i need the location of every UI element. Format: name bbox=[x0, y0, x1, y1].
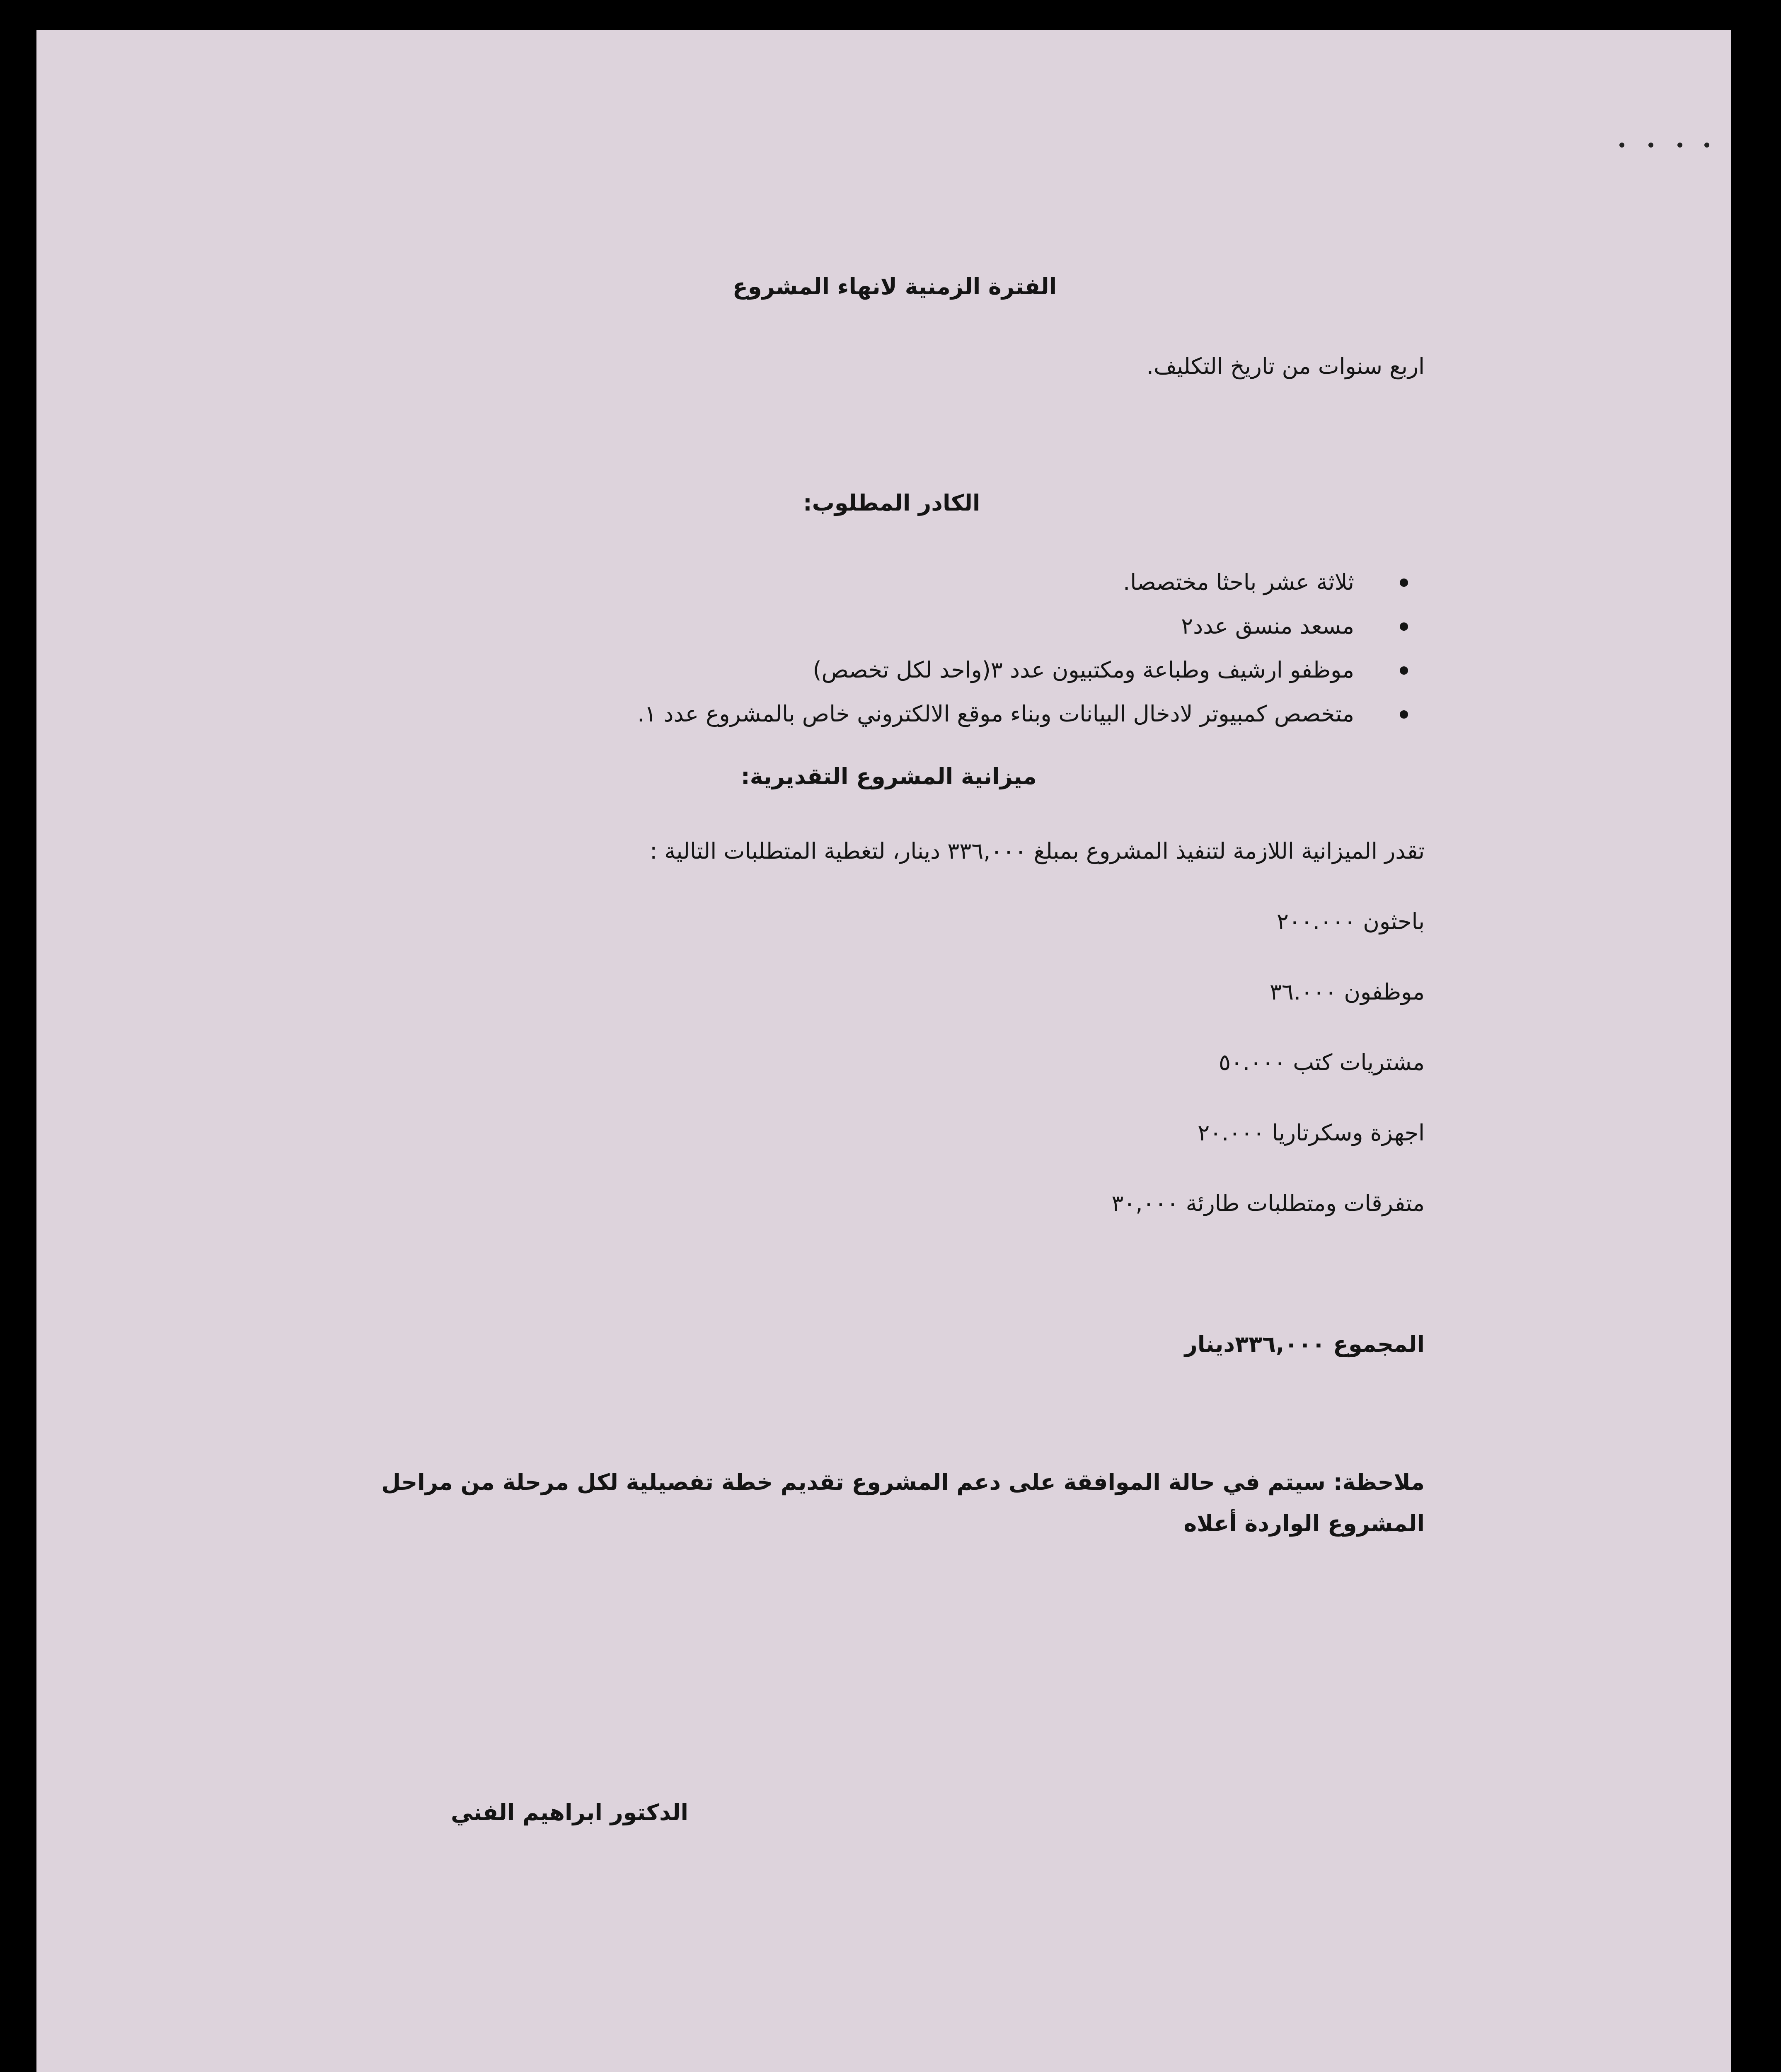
timeline-text: اربع سنوات من تاريخ التكليف. bbox=[1146, 353, 1425, 379]
budget-heading: ميزانية المشروع التقديرية: bbox=[741, 763, 1037, 789]
document-page bbox=[36, 30, 1731, 2072]
staff-item: موظفو ارشيف وطباعة ومكتبيون عدد ٣(واحد لكل تخصص) bbox=[637, 648, 1408, 692]
mark-dot bbox=[1704, 143, 1709, 148]
page-number-mark bbox=[1619, 141, 1727, 151]
budget-item-books: مشتريات كتب ٥٠.٠٠٠ bbox=[1218, 1049, 1425, 1075]
staff-list bbox=[637, 560, 1408, 736]
budget-total: المجموع ٣٣٦,٠٠٠دينار bbox=[1184, 1331, 1425, 1357]
budget-item-staff: موظفون ٣٦.٠٠٠ bbox=[1269, 979, 1425, 1005]
staff-item: ثلاثة عشر باحثا مختصصا. bbox=[637, 560, 1408, 604]
signature: الدكتور ابراهيم الفني bbox=[451, 1799, 689, 1825]
mark-dot bbox=[1677, 143, 1682, 148]
mark-dot bbox=[1648, 143, 1653, 148]
budget-item-misc: متفرقات ومتطلبات طارئة ٣٠,٠٠٠ bbox=[1111, 1190, 1425, 1216]
staff-item: مسعد منسق عدد٢ bbox=[637, 604, 1408, 648]
budget-item-researchers: باحثون ٢٠٠.٠٠٠ bbox=[1276, 908, 1425, 934]
note-paragraph: ملاحظة: سيتم في حالة الموافقة على دعم المشروع تقديم خطة تفصيلية لكل مرحلة من مراحل المشروع الواردة أعلاه bbox=[381, 1469, 1425, 1537]
staff-item: متخصص كمبيوتر لادخال البيانات وبناء موقع الالكتروني خاص بالمشروع عدد ١. bbox=[637, 692, 1408, 736]
staff-heading: الكادر المطلوب: bbox=[803, 490, 980, 516]
timeline-heading: الفترة الزمنية لانهاء المشروع bbox=[733, 274, 1057, 300]
budget-intro: تقدر الميزانية اللازمة لتنفيذ المشروع بمبلغ ٣٣٦,٠٠٠ دينار، لتغطية المتطلبات التالية : bbox=[649, 838, 1425, 864]
budget-item-equipment: اجهزة وسكرتاريا ٢٠.٠٠٠ bbox=[1198, 1120, 1425, 1146]
mark-dot bbox=[1619, 143, 1624, 148]
